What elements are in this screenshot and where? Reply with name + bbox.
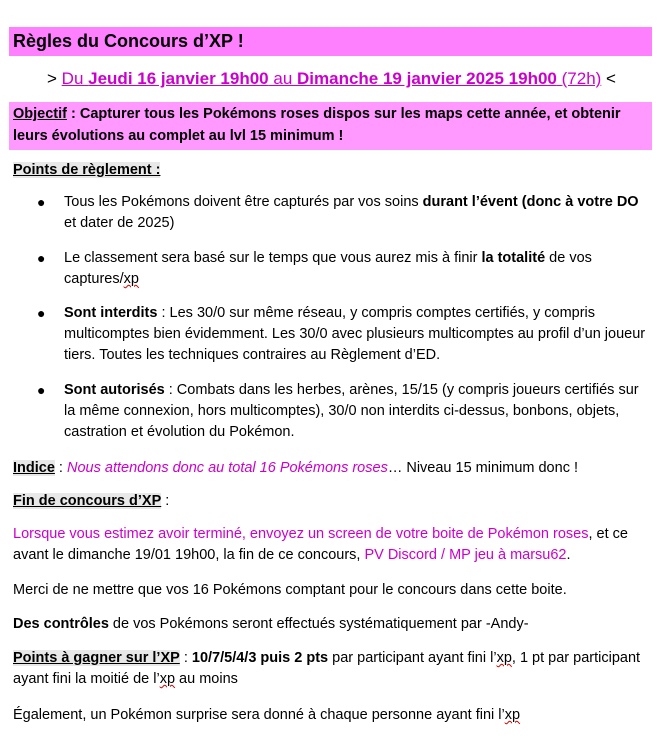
rule-1-text: Tous les Pokémons doivent être capturés par vos soins — [64, 194, 423, 210]
rules-heading: Points de règlement : — [13, 162, 161, 178]
note-text: Merci de ne mettre que vos 16 Pokémons comptant pour le concours dans cette boite. — [13, 582, 567, 598]
rule-2-xp: xp — [123, 271, 139, 287]
hint-rest: … Niveau 15 minimum donc ! — [387, 460, 578, 476]
note-paragraph — [13, 580, 653, 601]
rule-item-2 — [64, 248, 646, 290]
rules-heading-line — [13, 160, 653, 181]
dates-start: Jeudi 16 janvier 19h00 — [88, 69, 269, 88]
rule-3-text: : Les 30/0 sur même réseau, y compris comptes certifiés, y compris multicomptes bien évidemment. Les 30/0 avec plusieurs multicomptes au profil d’un joueur tiers. Toutes les techniques contraires au Règlement d’ED. — [64, 305, 646, 363]
points-xp-2: xp — [159, 671, 176, 687]
dates-au: au — [268, 69, 297, 88]
end-heading: Fin de concours d’XP — [13, 493, 162, 509]
surprise-xp: xp — [504, 707, 521, 723]
surprise-paragraph — [13, 705, 653, 726]
points-text-1: par participant ayant fini l’ — [328, 650, 497, 666]
hint-label: Indice — [13, 460, 55, 476]
rule-1-text-end: et dater de 2025) — [64, 215, 175, 231]
controls-paragraph — [13, 614, 653, 635]
objective-box — [9, 102, 652, 150]
objective-text: : Capturer tous les Pokémons roses dispos sur les maps cette année, et obtenir leurs évolutions au complet au lvl 15 minimum ! — [13, 106, 621, 144]
dates-end: Dimanche 19 janvier 2025 19h00 — [297, 69, 557, 88]
points-scale: 10/7/5/4/3 puis 2 pts — [191, 650, 329, 666]
dates-close-marker: < — [601, 69, 616, 88]
objective-label: Objectif — [13, 106, 67, 122]
rules-title — [9, 27, 652, 56]
rule-4-text: : Combats dans les herbes, arènes, 15/15 (y compris joueurs certifiés sur la même connexion, hors multicomptes), 30/0 non interdits ci-dessus, bonbons, objets, castration et évolution du Pokémon. — [64, 382, 639, 440]
end-heading-line — [13, 491, 653, 512]
points-text-3: au moins — [175, 671, 238, 687]
surprise-text: Également, un Pokémon surprise sera donné à chaque personne ayant fini l’ — [13, 707, 505, 723]
hint-text: Nous attendons donc au total 16 Pokémons roses — [67, 460, 388, 476]
points-label: Points à gagner sur l’XP — [13, 650, 180, 666]
points-xp-1: xp — [496, 650, 512, 666]
hint-line — [13, 458, 653, 479]
event-dates — [0, 68, 663, 90]
points-text-2: , 1 pt par participant ayant fini la moitié de l’ — [13, 650, 641, 687]
dates-duration: (72h) — [561, 69, 602, 88]
rule-2-text-end: de vos captures/ — [64, 250, 592, 287]
rule-3-bold: Sont interdits — [64, 305, 158, 321]
controls-bold: Des contrôles — [13, 616, 109, 632]
bullet-icon: ● — [37, 250, 46, 266]
points-sep: : — [179, 650, 192, 666]
dates-du: Du — [61, 69, 89, 88]
rules-title-text: Règles du Concours d’XP ! — [13, 31, 244, 51]
end-para-magenta-1: Lorsque vous estimez avoir terminé, envoyez un screen de votre boite de Pokémon roses — [13, 526, 589, 542]
end-para-text-1: , et ce avant le dimanche 19/01 19h00, la fin de ce concours, — [13, 526, 628, 563]
controls-text: de vos Pokémons seront effectués systématiquement par -Andy- — [108, 616, 529, 632]
bullet-icon: ● — [37, 194, 46, 210]
hint-sep: : — [54, 460, 67, 476]
end-heading-suffix: : — [161, 493, 170, 509]
end-para-contact: PV Discord / MP jeu à marsu62 — [364, 547, 567, 563]
points-paragraph — [13, 648, 653, 690]
end-paragraph — [13, 524, 653, 566]
rule-4-bold: Sont autorisés — [64, 382, 165, 398]
bullet-icon: ● — [37, 305, 46, 321]
dates-open-marker: > — [47, 69, 62, 88]
rule-1-bold: durant l’évent (donc à votre DO — [422, 194, 639, 210]
end-para-text-2: . — [566, 547, 571, 563]
rule-2-text: Le classement sera basé sur le temps que vous aurez mis à finir — [64, 250, 482, 266]
bullet-icon: ● — [37, 382, 46, 398]
rule-item-3 — [64, 303, 646, 366]
rule-item-4 — [64, 380, 646, 443]
rule-item-1 — [64, 192, 646, 234]
rule-2-bold: la totalité — [481, 250, 546, 266]
